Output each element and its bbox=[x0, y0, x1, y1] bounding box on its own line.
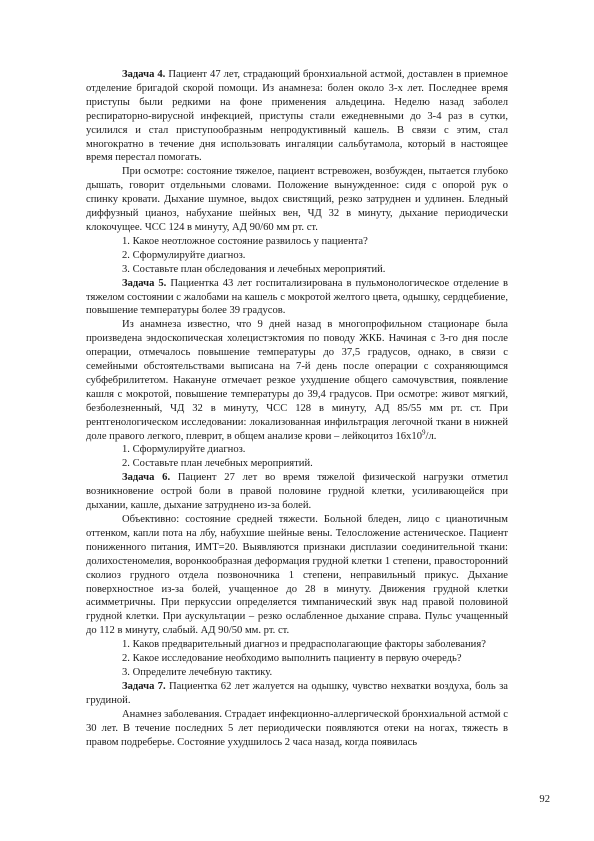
task4-question-2: 2. Сформулируйте диагноз. bbox=[122, 249, 246, 261]
task5-question-2: 2. Составьте план лечебных мероприятий. bbox=[122, 458, 313, 470]
task7-intro: Задача 7. Пациентка 62 лет жалуется на одышку, чувство нехватки воздуха, боль за грудиной. bbox=[86, 680, 508, 706]
document-page bbox=[86, 68, 508, 749]
page-number: 92 bbox=[539, 794, 550, 805]
task4-exam: При осмотре: состояние тяжелое, пациент встревожен, возбужден, пытается глубоко дышать, говорит отдельными словами. Положение вынужденное: сидя с опорой рук о спинку кровати. Дыхание шумное, выдох свистящий, резко затруднен и удлинен. Бледный диффузный цианоз, набухание шейных вен, ЧД 32 в минуту, дыхание периодически клокочущее. ЧСС 124 в минуту, АД 90/60 мм рт. ст. bbox=[86, 166, 508, 233]
task6-heading: Задача 6. bbox=[122, 472, 171, 484]
task7-heading: Задача 7. bbox=[122, 680, 166, 692]
task6-question-1: 1. Каков предварительный диагноз и предрасполагающие факторы заболевания? bbox=[122, 639, 486, 651]
task4-question-1: 1. Какое неотложное состояние развилось у пациента? bbox=[122, 235, 368, 247]
task6-intro: Задача 6. Пациент 27 лет во время тяжелой физической нагрузки отметил возникновение острой боли в правой половине грудной клетки, усиливающейся при дыхании, кашле, дыхание затруднено из-за болей. bbox=[86, 472, 508, 512]
task4-intro: Задача 4. Пациент 47 лет, страдающий бронхиальной астмой, доставлен в приемное отделение бригадой скорой помощи. Из анамнеза: болен около 3-х лет. Последнее время приступы были редкими на фоне применения альдецина. Неделю назад заболел респираторно-вирусной инфекцией, приступы стали ежедневными до 3-4 раз в сутки, усилился и стал приступообразным непродуктивный кашель. В связи с этим, стал многократно в течение дня использовать ингаляции сальбутамола, который в настоящее время перестал помогать. bbox=[86, 69, 508, 164]
task4-question-3: 3. Составьте план обследования и лечебных мероприятий. bbox=[122, 263, 386, 275]
task6-question-2: 2. Какое исследование необходимо выполнить пациенту в первую очередь? bbox=[122, 653, 462, 665]
task7-anamnesis: Анамнез заболевания. Страдает инфекционно-аллергической бронхиальной астмой с 30 лет. В течение последних 5 лет периодически появляются отеки на ногах, тяжесть в правом подреберье. Состояние ухудшилось 2 часа назад, когда появилась bbox=[86, 708, 508, 748]
task4-heading: Задача 4. bbox=[122, 69, 166, 80]
task5-heading: Задача 5. bbox=[122, 277, 167, 289]
task5-question-1: 1. Сформулируйте диагноз. bbox=[122, 444, 246, 456]
exponent: 9 bbox=[422, 428, 426, 437]
task5-intro: Задача 5. Пациентка 43 лет госпитализирована в пульмонологическое отделение в тяжелом состоянии с жалобами на кашель с мокротой желтого цвета, одышку, сердцебиение, повышение температуры более 39 градусов. bbox=[86, 277, 508, 317]
task6-question-3: 3. Определите лечебную тактику. bbox=[122, 666, 273, 678]
task6-exam: Объективно: состояние средней тяжести. Больной бледен, лицо с цианотичным оттенком, капли пота на лбу, набухшие шейные вены. Телосложение астеническое. Пациент пониженного питания, ИМТ=20. Выявляются признаки дисплазии соединительной ткани: долихостеномелия, воронкообразная деформация грудной клетки 1 степени, правосторонний сколиоз грудного отдела позвоночника 1 степени, неправильный прикус. Дыхание поверхностное из-за болей, учащенное до 28 в минуту. Движения грудной клетки асимметричны. При перкуссии определяется тимпанический звук над правой половиной грудной клетки. При аускультации – резко ослабленное дыхание справа. Пульс учащенный до 112 в минуту, слабый. АД 90/50 мм. рт. ст. bbox=[86, 514, 508, 637]
task5-anamnesis: Из анамнеза известно, что 9 дней назад в многопрофильном стационаре была произведена эндоскопическая холецистэктомия по поводу ЖКБ. Начиная с 3-го дня после операции, отмечалось повышение температуры до 37,5 градусов, однако, в связи с семейными обстоятельствами выписана на 7-й день после операции с сохраняющимся субфебрилитетом. Накануне отмечает резкое ухудшение общего самочувствия, появление кашля с мокротой, повышение температуры до 39,4 градусов. При осмотре: живот мягкий, безболезненный, ЧД 32 в минуту, ЧСС 128 в минуту, АД 85/55 мм рт. ст. При рентгенологическом исследовании: локализованная инфильтрация легочной ткани в нижней доле правого легкого, плеврит, в общем анализе крови – лейкоцитоз $16х10^9/л$. bbox=[86, 319, 508, 442]
